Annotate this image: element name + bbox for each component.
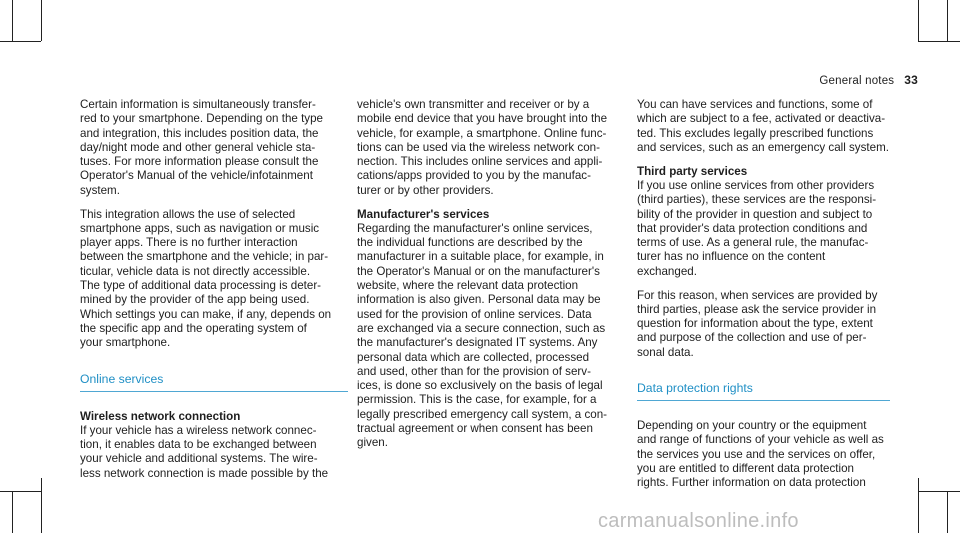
page-number: 33: [904, 73, 918, 87]
crop-mark: [947, 0, 948, 41]
subheading-wireless-network: Wireless network connection: [80, 409, 241, 423]
crop-mark: [918, 41, 960, 42]
crop-mark: [0, 491, 41, 492]
section-title-data-protection: Data protection rights: [637, 380, 890, 401]
column-middle: [357, 98, 627, 460]
paragraph: If your vehicle has a wireless network connec- tion, it enables data to be exchanged between your vehicle and additional systems. The wire- less network connection is made possible by the: [80, 423, 329, 480]
crop-mark: [12, 0, 13, 41]
paragraph: Certain information is simultaneously transfer- red to your smartphone. Depending on the type and integration, this includes position data, the day/night mode and other general vehicle sta- tuses. For more information please consult the Operator's Manual of the vehicle/infotainment system.: [80, 98, 323, 197]
crop-mark: [41, 0, 42, 41]
column-right: [637, 98, 890, 500]
crop-mark: [12, 491, 13, 533]
crop-mark: [41, 478, 42, 533]
crop-mark: [0, 41, 41, 42]
watermark: carmanualsonline.info: [598, 510, 799, 532]
crop-mark: [918, 478, 919, 533]
crop-mark: [918, 491, 960, 492]
subheading-third-party-services: Third party services: [637, 164, 748, 178]
paragraph: Regarding the manufacturer's online services, the individual functions are described by the manufacturer in a suitable place, for example, in the Operator's Manual or on the manufacturer's website, where the relevant data protection information is also given. Personal data may be used for the provision of online services. Data are exchanged via a secure connection, such as the manufacturer's designated IT systems. Any personal data which are collected, processed and used, other than for the provision of serv- ices, is done so exclusively on the basis of legal permission. This is the case, for example, for a legally prescribed emergency call system, a con- tractual agreement or when consent has been given.: [357, 221, 608, 450]
column-left: [80, 98, 348, 491]
header-title: General notes: [819, 75, 895, 87]
running-header: [819, 73, 918, 87]
section-title-online-services: Online services: [80, 371, 348, 392]
crop-mark: [947, 491, 948, 533]
paragraph: You can have services and functions, some of which are subject to a fee, activated or deactiva- ted. This excludes legally prescribed functions and services, such as an emergency call system.: [637, 98, 889, 154]
paragraph: If you use online services from other providers (third parties), these services are the responsi- bility of the provider in question and subject to that provider's data protection conditions and terms of use. As a general rule, the manufac- turer has no influence on the content exchanged.: [637, 178, 877, 278]
subheading-manufacturer-services: Manufacturer's services: [357, 207, 490, 221]
paragraph: vehicle's own transmitter and receiver or by a mobile end device that you have brought into the vehicle, for example, a smartphone. Online func- tions can be used via the wireless network con- nection. This includes online services and appli- cations/apps provided to you by the manufac- turer or by other providers.: [357, 98, 608, 197]
paragraph: This integration allows the use of selected smartphone apps, such as navigation or music player apps. There is no further interaction between the smartphone and the vehicle; in par- ticular, vehicle data is not directly accessible. The type of additional data processing is deter- mined by the provider of the app being used. Which settings you can make, if any, depends on the specific app and the operating system of your smartphone.: [80, 207, 332, 350]
paragraph: Depending on your country or the equipment and range of functions of your vehicle as well as the services you use and the services on offer, you are entitled to different data protection rights. Further information on data protection: [637, 419, 884, 490]
paragraph: For this reason, when services are provided by third parties, please ask the service provider in question for information about the type, extent and purpose of the collection and use of per- sonal data.: [637, 288, 878, 359]
crop-mark: [918, 0, 919, 41]
